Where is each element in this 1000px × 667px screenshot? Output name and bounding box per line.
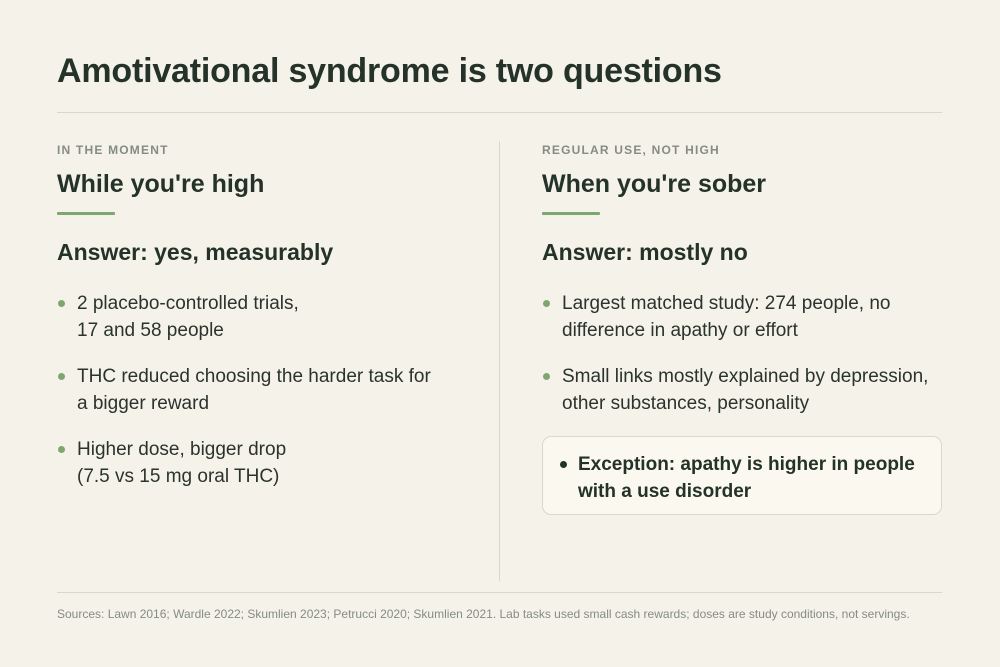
page-title: Amotivational syndrome is two questions xyxy=(57,52,722,90)
right-eyebrow: REGULAR USE, NOT HIGH xyxy=(542,143,720,157)
footer-divider xyxy=(57,592,942,593)
bullet-dot-icon xyxy=(58,446,65,453)
title-divider xyxy=(57,112,942,113)
right-accent-bar xyxy=(542,212,600,215)
callout-line: with a use disorder xyxy=(578,481,752,502)
left-answer: Answer: yes, measurably xyxy=(57,239,334,265)
bullet-dot-icon xyxy=(560,461,567,468)
list-item xyxy=(542,363,942,417)
bullet-text: 2 placebo-controlled trials, xyxy=(77,293,299,314)
right-answer: Answer: mostly no xyxy=(542,239,748,265)
left-bullet-list xyxy=(57,290,457,490)
sources-footnote: Sources: Lawn 2016; Wardle 2022; Skumlien 2023; Petrucci 2020; Skumlien 2021. Lab tasks used small cash rewards; doses are study conditions, not servings. xyxy=(57,607,910,621)
bullet-text: Higher dose, bigger drop xyxy=(77,439,287,460)
exception-callout xyxy=(542,436,942,515)
bullet-text: difference in apathy or effort xyxy=(562,320,798,341)
left-heading: While you're high xyxy=(57,170,265,198)
bullet-text: Small links mostly explained by depression, xyxy=(562,366,929,387)
bullet-text: 17 and 58 people xyxy=(77,320,224,341)
callout-line: Exception: apathy is higher in people xyxy=(578,454,915,475)
list-item xyxy=(57,290,457,344)
list-item xyxy=(57,363,457,417)
column-divider xyxy=(499,141,500,581)
list-item xyxy=(57,436,457,490)
bullet-dot-icon xyxy=(58,300,65,307)
right-bullet-list xyxy=(542,290,942,417)
list-item xyxy=(542,290,942,344)
bullet-text: THC reduced choosing the harder task for xyxy=(77,366,431,387)
bullet-dot-icon xyxy=(543,300,550,307)
bullet-dot-icon xyxy=(543,373,550,380)
bullet-dot-icon xyxy=(58,373,65,380)
bullet-text: (7.5 vs 15 mg oral THC) xyxy=(77,466,280,487)
callout-text xyxy=(578,451,925,505)
bullet-text: a bigger reward xyxy=(77,393,210,414)
right-column xyxy=(542,142,942,515)
bullet-text: other substances, personality xyxy=(562,393,810,414)
right-heading: When you're sober xyxy=(542,170,767,198)
left-eyebrow: IN THE MOMENT xyxy=(57,143,169,157)
left-column xyxy=(57,142,457,509)
bullet-text: Largest matched study: 274 people, no xyxy=(562,293,891,314)
left-accent-bar xyxy=(57,212,115,215)
